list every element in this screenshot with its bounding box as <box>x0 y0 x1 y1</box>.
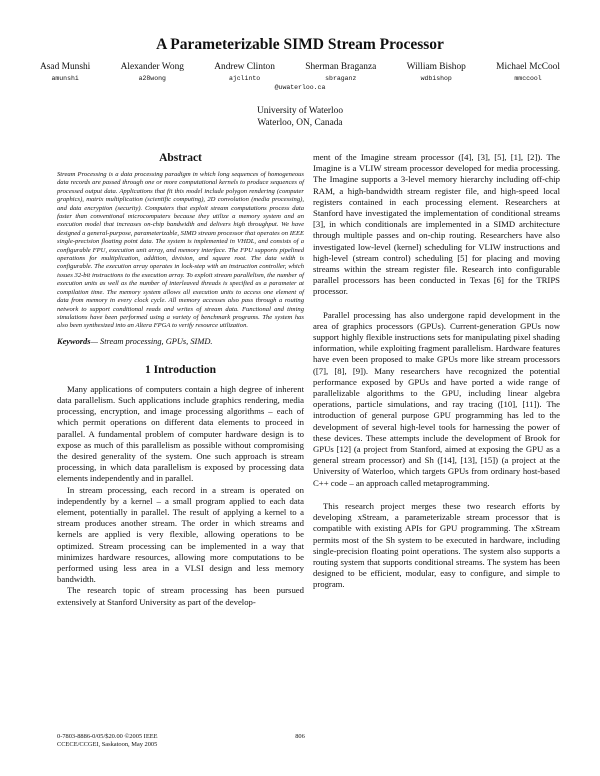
author-list <box>40 62 560 82</box>
author <box>496 62 560 82</box>
author <box>214 62 275 82</box>
footer-conference: CCECE/CCGEI, Saskatoon, May 2005 <box>57 741 158 748</box>
keywords-label: Keywords <box>57 336 91 346</box>
introduction-heading: 1 Introduction <box>144 363 217 376</box>
author-email: amunshi <box>51 75 79 82</box>
author <box>40 62 90 82</box>
right-paragraph-3: This research project merges these two research efforts by developing xStream, a parameterizable stream processor that is compatible with existing APIs for GPU programming. The xStream permits most of the Sh system to be executed in hardware, including single-precision floating point operations. The system also supports a routing system that supports conditional streams. The system has been designed to be efficient, modular, easy to configure, and simple to program. <box>313 500 560 590</box>
author-email: wdbishop <box>420 75 452 82</box>
author-email: mmccool <box>514 75 542 82</box>
left-column <box>57 152 304 608</box>
paragraph-gap <box>313 298 560 310</box>
email-domain: @uwaterloo.ca <box>274 84 326 91</box>
author-name: Asad Munshi <box>40 62 91 72</box>
paper-title: A Parameterizable SIMD Stream Processor <box>156 36 444 53</box>
author-email: sbraganz <box>325 75 357 82</box>
intro-paragraph-3: The research topic of stream processing has been pursued extensively at Stanford University as part of the develop- <box>57 585 304 607</box>
affiliation-location: Waterloo, ON, Canada <box>257 118 343 128</box>
footer-copyright: 0-7803-8886-0/05/$20.00 ©2005 IEEE <box>57 733 158 740</box>
page-number: 806 <box>295 733 305 740</box>
author-email: a28wong <box>138 75 166 82</box>
paragraph-gap <box>313 489 560 501</box>
affiliation-university: University of Waterloo <box>256 106 344 116</box>
abstract-heading: Abstract <box>159 152 202 164</box>
abstract-text: Stream Processing is a data processing paradigm in which long sequences of homogeneous data records are passed through one or more computational kernels to produce sequences of processed output data. Applications that fit this model include polygon rendering (computer graphics), matrix multiplication (scientific computing), 2D convolution (media processing), and data encryption (security). Computers that exploit stream computations process data faster than conventional microcomputers because they utilize a memory system and an execution model that increases on-chip bandwidth and delivers high throughput. We have designed a general-purpose, parameterizable, SIMD stream processor that operates on IEEE single-precision floating point data. The system is implemented in VHDL, and consists of a configurable FPU, execution unit array, and memory interface. The FPU supports pipelined operations for multiplication, addition, division, and square root. The data width is configurable. The execution array operates in lock-step with an instruction controller, which issues 32-bit instructions to the execution array. To exploit stream parallelism, the number of execution units as well as the number of interleaved threads is specified as a parameter at compilation time. The memory system allows all execution units to access one element of data from memory in every clock cycle. All memory accesses also pass through a routing network to support conditional reads and writes of stream data. Functional and timing simulations have been performed using a variety of benchmark programs. The system has also been synthesized into an Altera FPGA to verify resource utilization. <box>57 171 304 330</box>
intro-paragraph-2: In stream processing, each record in a stream is operated on independently by a kernel – a small program applied to each data element, potentially in parallel. The result of applying a kernel to a stream produces another stream. The order in which streams and kernels are applied is very flexible, allowing operations to be optimized. Stream processing can be implemented in a way that minimizes hardware resources, allowing more computations to be performed using less area in a VLSI design and less memory bandwidth. <box>57 484 304 585</box>
keywords <box>57 337 304 346</box>
author <box>305 62 376 82</box>
affiliation <box>0 105 600 129</box>
author-name: Michael McCool <box>496 62 560 72</box>
author <box>121 62 184 82</box>
author-name: William Bishop <box>406 62 466 72</box>
right-column <box>313 152 560 591</box>
intro-paragraph-1: Many applications of computers contain a high degree of inherent data parallelism. Such applications include graphics rendering, media processing, encryption, and image processing algorithms – each of which permit operations on different data elements to proceed in parallel. A fundamental problem of computer hardware design is to expose as much of this parallelism as possible without compromising the desired generality of the system. One such approach is stream processing, in which data parallelism is exposed by processing data elements independently and in parallel. <box>57 383 304 484</box>
author <box>407 62 466 82</box>
author-name: Alexander Wong <box>120 62 184 72</box>
author-name: Andrew Clinton <box>214 62 275 72</box>
author-email: ajclinto <box>228 75 261 82</box>
right-paragraph-1: ment of the Imagine stream processor ([4], [3], [5], [1], [2]). The Imagine is a VLIW stream processor developed for media processing. The Imagine supports a 3-level memory hierarchy including off-chip RAM, a high-bandwidth stream register file, and high-speed local registers contained in each processing element. Researchers at Stanford have investigated the implementation of conditional streams [3], in which conditionals are implemented in a SIMD architecture through multiple passes and on-chip routing. Researchers have also investigated low-level (kernel) scheduling for VLIW instructions and high-level (stream control) scheduling [5] for placing and moving streams within the stream register file. Research into configurable parallel processors has been conducted in Texas [6] for the TRIPS processor. <box>313 152 560 297</box>
author-name: Sherman Braganza <box>305 62 377 72</box>
keywords-text: — Stream processing, GPUs, SIMD. <box>90 336 213 346</box>
right-paragraph-2: Parallel processing has also undergone rapid development in the area of graphics processors (GPUs). Current-generation GPUs now support highly flexible instructions sets for manipulating pixel shading information, while exploiting fragment parallelism. Hardware features have even been proposed to make GPUs more like stream processors ([7], [8], [9]). Many researchers have recognized the potential performance exposed by GPUs and have ported a wide range of parallelizable algorithms to the GPU, including linear algebra operations, particle simulations, and ray tracing ([10], [11]). The introduction of general purpose GPU programming has led to the development of several high-level tools for harnessing the power of these devices. These attempts include the development of Brook for GPUs [12] (a project from Stanford, aimed at exposing the GPU as a general stream processor) and Sh ([14], [13], [15]) (a project at the University of Waterloo, which targets GPUs from ordinary host-based C++ code – an approach called metaprogramming. <box>313 309 560 488</box>
